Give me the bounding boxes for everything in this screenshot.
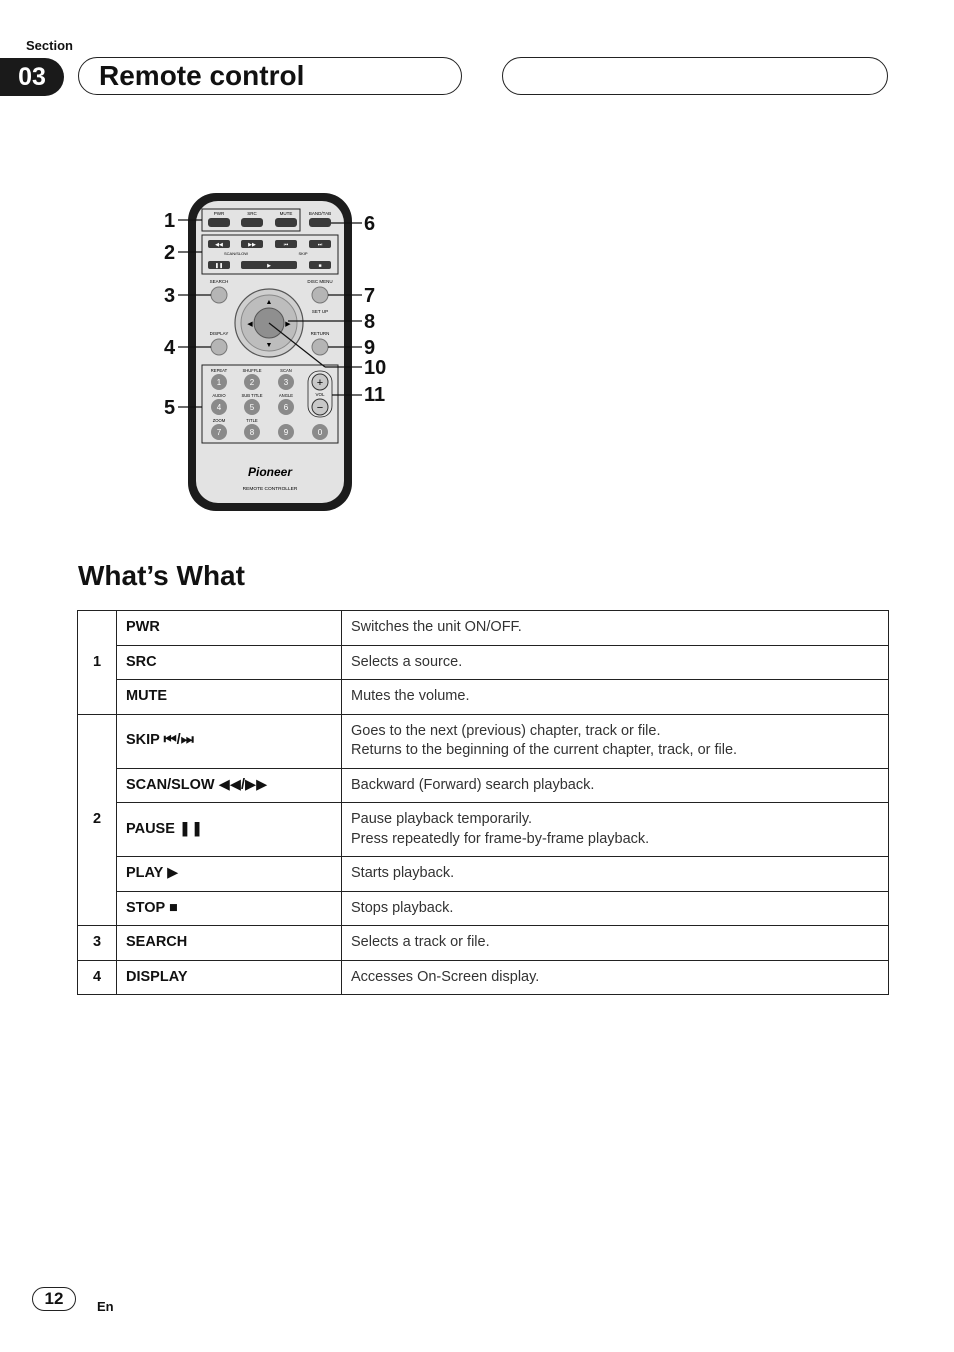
item-description: Stops playback. [342, 891, 889, 926]
item-description: Mutes the volume. [342, 680, 889, 715]
label-band: BAND/TAB [308, 211, 332, 216]
svg-text:▶: ▶ [285, 321, 291, 328]
item-key: PWR [117, 611, 342, 646]
item-description: Accesses On-Screen display. [342, 960, 889, 995]
svg-text:▶: ▶ [267, 263, 271, 269]
page-number: 12 [32, 1287, 76, 1311]
item-description: Starts playback. [342, 857, 889, 892]
svg-text:SCAN: SCAN [280, 368, 292, 373]
label-mute: MUTE [279, 211, 293, 216]
svg-text:SUB TITLE: SUB TITLE [241, 393, 263, 398]
section-number-badge: 03 [0, 58, 64, 96]
svg-text:3: 3 [283, 378, 289, 387]
title-pill [78, 57, 462, 95]
callout-2: 2 [164, 242, 176, 264]
svg-text:5: 5 [249, 403, 255, 412]
item-key: SRC [117, 645, 342, 680]
table-row [78, 714, 889, 768]
item-key: SKIP ⏮/⏭ [117, 714, 342, 768]
item-description: Selects a source. [342, 645, 889, 680]
label-vol: VOL [315, 392, 325, 397]
item-key: DISPLAY [117, 960, 342, 995]
table-row [78, 857, 889, 892]
label-scan-slow: SCAN/SLOW [223, 251, 249, 256]
svg-text:6: 6 [283, 403, 289, 412]
svg-text:◀◀: ◀◀ [215, 242, 223, 248]
label-set-up: SET UP [311, 309, 329, 314]
svg-text:REPEAT: REPEAT [210, 368, 228, 373]
whats-what-table [77, 610, 889, 995]
label-src: SRC [247, 211, 257, 216]
page-title: Remote control [99, 60, 305, 91]
svg-text:ANGLE: ANGLE [278, 393, 294, 398]
header-empty-pill [502, 57, 888, 95]
svg-text:8: 8 [249, 428, 255, 437]
callout-5: 5 [164, 397, 176, 419]
svg-text:4: 4 [216, 403, 222, 412]
brand-logo: Pioneer [247, 465, 293, 479]
callout-6: 6 [364, 213, 376, 235]
label-disc-menu: DISC MENU [307, 279, 333, 284]
svg-text:ZOOM: ZOOM [212, 418, 226, 423]
svg-text:1: 1 [216, 378, 222, 387]
item-key: SCAN/SLOW ◀◀/▶▶ [117, 768, 342, 803]
table-row [78, 611, 889, 646]
svg-text:−: − [316, 402, 324, 414]
table-row [78, 803, 889, 857]
svg-text:⏮: ⏮ [283, 242, 289, 248]
callout-7: 7 [364, 285, 376, 307]
table-row [78, 960, 889, 995]
svg-text:7: 7 [216, 428, 222, 437]
table-row [78, 891, 889, 926]
callout-11: 11 [364, 384, 386, 406]
svg-text:9: 9 [283, 428, 289, 437]
label-pwr: PWR [213, 211, 225, 216]
language-label: En [97, 1299, 114, 1314]
group-number: 2 [78, 714, 117, 926]
item-description: Switches the unit ON/OFF. [342, 611, 889, 646]
svg-text:⏭: ⏭ [317, 242, 323, 248]
svg-text:◀: ◀ [247, 321, 253, 328]
item-description: Pause playback temporarily. Press repeatedly for frame-by-frame playback. [342, 803, 889, 857]
item-description: Backward (Forward) search playback. [342, 768, 889, 803]
label-display: DISPLAY [209, 331, 229, 336]
search-button-shape [211, 287, 227, 303]
svg-text:❚❚: ❚❚ [214, 263, 224, 269]
svg-text:▶▶: ▶▶ [248, 242, 256, 248]
table-row [78, 926, 889, 961]
label-remote-controller: REMOTE CONTROLLER [242, 487, 298, 492]
section-label: Section [26, 38, 73, 53]
item-key: MUTE [117, 680, 342, 715]
callout-10: 10 [364, 357, 387, 379]
table-row [78, 680, 889, 715]
item-description: Goes to the next (previous) chapter, track or file. Returns to the beginning of the current chapter, track, or file. [342, 714, 889, 768]
group-number: 3 [78, 926, 117, 961]
svg-text:▼: ▼ [265, 342, 273, 349]
callout-1: 1 [164, 210, 176, 232]
svg-text:2: 2 [249, 378, 255, 387]
group-number: 4 [78, 960, 117, 995]
item-key: SEARCH [117, 926, 342, 961]
section-heading: What’s What [78, 560, 245, 591]
item-key: STOP ■ [117, 891, 342, 926]
table-row [78, 645, 889, 680]
label-search: SEARCH [209, 279, 229, 284]
label-return: RETURN [310, 331, 330, 336]
callout-3: 3 [164, 285, 176, 307]
svg-text:▲: ▲ [265, 299, 273, 306]
item-key: PLAY ▶ [117, 857, 342, 892]
svg-text:■: ■ [318, 263, 322, 269]
svg-text:SHUFFLE: SHUFFLE [242, 368, 262, 373]
group-number: 1 [78, 611, 117, 715]
label-skip: SKIP [298, 251, 308, 256]
item-description: Selects a track or file. [342, 926, 889, 961]
remote-control-illustration [150, 185, 400, 520]
callout-8: 8 [364, 311, 376, 333]
svg-text:0: 0 [317, 428, 323, 437]
svg-text:TITLE: TITLE [246, 418, 258, 423]
table-row [78, 768, 889, 803]
item-key: PAUSE ❚❚ [117, 803, 342, 857]
svg-text:AUDIO: AUDIO [212, 393, 226, 398]
callout-9: 9 [364, 337, 376, 359]
callout-4: 4 [164, 337, 176, 359]
svg-text:+: + [316, 377, 324, 389]
